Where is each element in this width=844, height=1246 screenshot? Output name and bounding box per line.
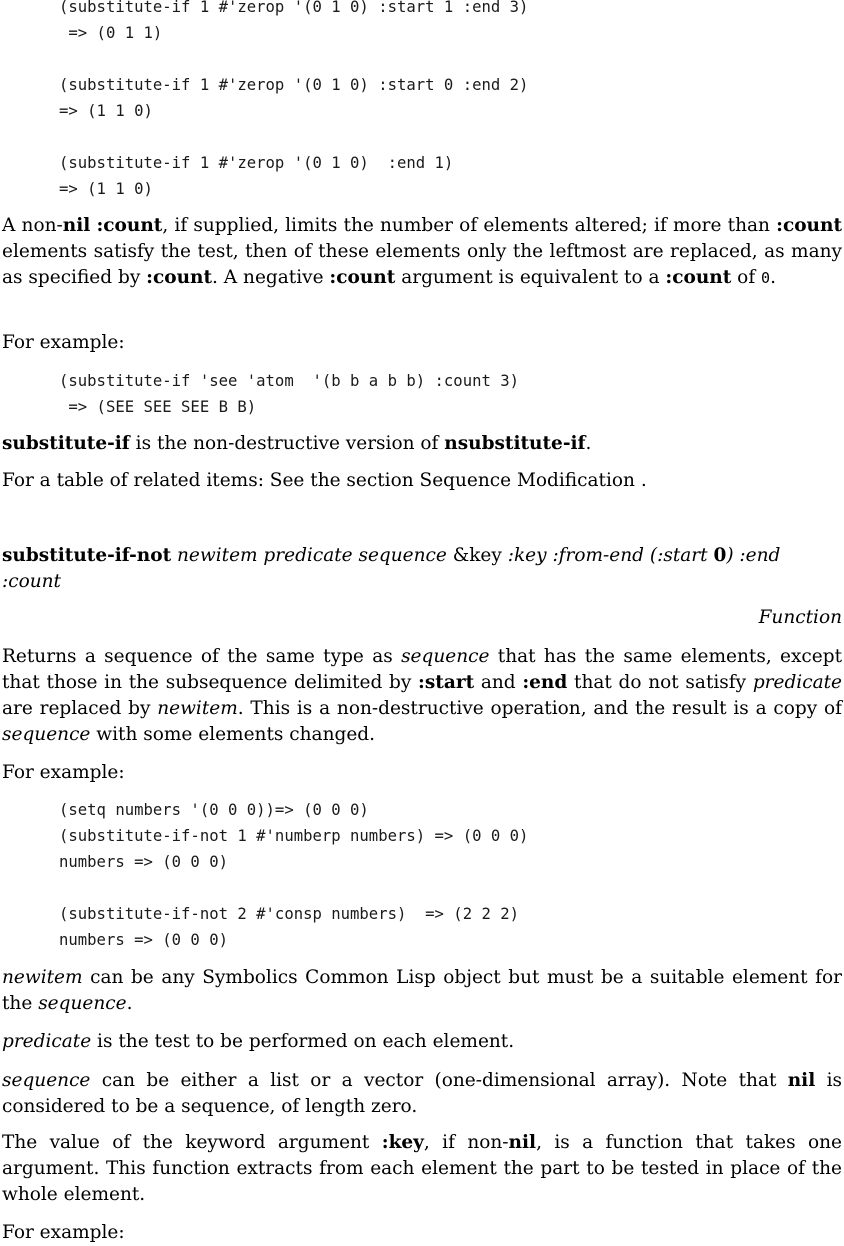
code-example-substitute-if: (substitute-if 1 #'zerop '(0 1 0) :start 1 :end 3) => (0 1 1) (substitute-if 1 #'zerop '(0 1 0) :start 0 :end 2) => (1 1 0) (substitute-if 1 #'zerop '(0 1 0) :end 1) => (1 1 0) <box>59 0 529 198</box>
nondestructive-paragraph: substitute-if is the non-destructive version of nsubstitute-if. <box>2 433 592 454</box>
for-example-label-2: For example: <box>2 762 125 783</box>
code-example-count: (substitute-if 'see 'atom '(b b a b b) :count 3) => (SEE SEE SEE B B) <box>59 372 520 416</box>
newitem-paragraph: newitem can be any Symbolics Common Lisp object but must be a suitable element for the sequence. <box>2 967 842 1014</box>
entry-type-label: Function <box>758 607 842 628</box>
function-name: substitute-if-not <box>2 545 172 566</box>
sequence-modification-link[interactable]: Sequence Modification <box>419 470 635 491</box>
for-example-label: For example: <box>2 332 125 353</box>
key-paragraph: The value of the keyword argument :key, if non-nil, is a function that takes one argument. This function extracts from each element the part to be tested in place of the whole element. <box>2 1132 843 1205</box>
related-items-paragraph: For a table of related items: See the section Sequence Modification . <box>2 470 647 491</box>
for-example-label-3: For example: <box>2 1222 125 1243</box>
function-entry-header: substitute-if-not newitem predicate sequence &key :key :from-end (:start 0) :end :count <box>2 545 781 592</box>
predicate-paragraph: predicate is the test to be performed on each element. <box>2 1031 515 1052</box>
code-example-substitute-if-not: (setq numbers '(0 0 0))=> (0 0 0) (substitute-if-not 1 #'numberp numbers) => (0 0 0) numbers => (0 0 0) (substitute-if-not 2 #'consp numbers) => (2 2 2) numbers => (0 0 0) <box>59 801 529 949</box>
returns-paragraph: Returns a sequence of the same type as sequence that has the same elements, except that those in the subsequence delimited by :start and :end that do not satisfy predicate are replaced by newitem. This is a non-destructive operation, and the result is a copy of sequence with some elements changed. <box>2 646 843 745</box>
count-paragraph: A non-nil :count, if supplied, limits the number of elements altered; if more than :count elements satisfy the test, then of these elements only the leftmost are replaced, as many as specified by :count. A negative :count argument is equivalent to a :count of 0. <box>2 215 843 288</box>
sequence-paragraph: sequence can be either a list or a vector (one-dimensional array). Note that nil is considered to be a sequence, of length zero. <box>2 1070 843 1117</box>
